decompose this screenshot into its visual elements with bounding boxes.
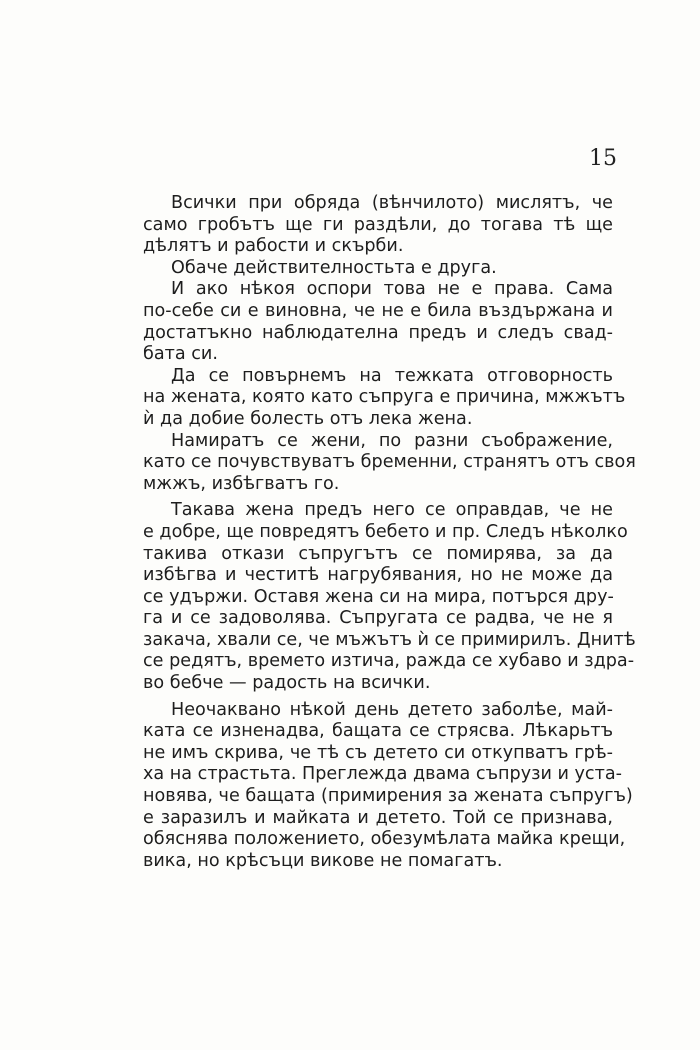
text-line: Обаче действителностьта е друга. xyxy=(171,257,497,278)
text-line: като се почувствуватъ бременни, странятъ отъ своя xyxy=(143,452,636,473)
body-text xyxy=(143,193,636,872)
text-line: само гробътъ ще ги раздѣли, до тогава тѣ ще xyxy=(143,214,613,235)
text-line: Такава жена предъ него се оправдав, че не xyxy=(171,500,613,521)
text-line: се удържи. Оставя жена си на мира, потърся дру- xyxy=(143,586,614,607)
paragraph xyxy=(143,193,613,258)
text-line: е добре, ще повредятъ бебето и пр. Следъ нѣколко xyxy=(143,521,628,542)
paragraph xyxy=(143,699,633,873)
text-line: ката се изненадва, бащата се стрясва. Лѣкарьтъ xyxy=(143,721,613,742)
text-line: Да се повърнемъ на тежката отговорность xyxy=(171,365,613,386)
text-line: Намиратъ се жени, по разни съображение, xyxy=(171,430,613,451)
text-line: обяснява положението, обезумѣлата майка крещи, xyxy=(143,829,626,850)
text-line: се редятъ, времето изтича, ражда се хубаво и здра- xyxy=(143,651,635,672)
text-line: достатъкно наблюдателна предъ и следъ свад- xyxy=(143,322,613,343)
paragraph xyxy=(143,430,636,496)
text-line: новява, че бащата (примирения за жената съпругъ) xyxy=(143,786,633,807)
text-line: вика, но крѣсъци викове не помагатъ. xyxy=(143,850,503,871)
text-line: Неочаквано нѣкой день детето заболѣе, май- xyxy=(171,699,613,720)
paragraph xyxy=(143,279,613,365)
text-line: Всички при обряда (вѣнчилото) мислятъ, че xyxy=(171,193,613,213)
text-line: ха на страстьта. Преглежда двама съпрузи и уста- xyxy=(143,764,622,785)
paragraph xyxy=(143,500,636,694)
text-line: И ако нѣкоя оспори това не е права. Сама xyxy=(171,279,613,300)
text-line: мжжъ, избѣгватъ го. xyxy=(143,473,340,494)
text-line: не имъ скрива, че тѣ съ детето си откупватъ грѣ- xyxy=(143,742,613,763)
text-line: ѝ да добие болесть отъ лека жена. xyxy=(143,408,473,429)
text-line: бата си. xyxy=(143,344,218,365)
text-line: е заразилъ и майката и детето. Той се признава, xyxy=(143,807,613,828)
paragraph xyxy=(143,365,626,431)
text-line: по-себе си е виновна, че не е била въздържана и xyxy=(143,300,613,321)
paragraph xyxy=(143,258,613,280)
text-line: га и се задоволява. Съпругата се радва, че не я xyxy=(143,608,613,629)
page-number: 15 xyxy=(589,146,617,171)
text-line: дѣлятъ и рабости и скърби. xyxy=(143,236,404,257)
text-line: избѣгва и честитѣ нагрубявания, но не може да xyxy=(143,565,613,586)
text-line: во бебче — радость на всички. xyxy=(143,673,431,694)
text-line: закача, хвали се, че мъжътъ ѝ се примирилъ. Днитѣ xyxy=(143,629,636,650)
text-line: такива откази съпругътъ се помирява, за да xyxy=(143,543,613,564)
text-line: на жената, която като съпруга е причина, мжжътъ xyxy=(143,387,626,408)
